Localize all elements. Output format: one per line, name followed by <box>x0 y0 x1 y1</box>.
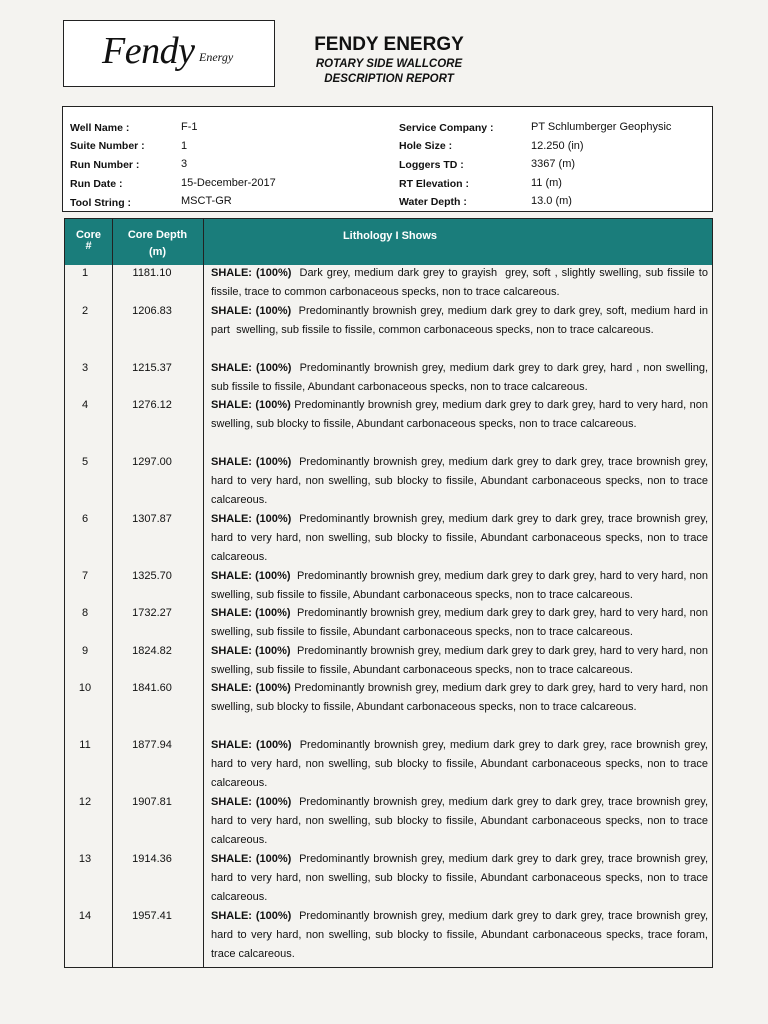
report-title-line1: ROTARY SIDE WALLCORE <box>315 58 463 70</box>
report-title-line2: DESCRIPTION REPORT <box>324 73 454 85</box>
lithology-type: SHALE: (100%) <box>211 910 292 922</box>
run-date-value: 15-December-2017 <box>181 177 276 189</box>
well-info-panel <box>62 106 713 212</box>
lithology-text: Predominantly brownish grey, medium dark grey to dark grey, hard to very hard, non swelling, sub fissile to fissile, Abundant carbonaceous specks, non to trace calcareous. <box>211 570 712 601</box>
well-name-label: Well Name : <box>70 122 130 134</box>
lithology-type: SHALE: (100%) <box>211 796 292 808</box>
core-depth: 1276.12 <box>132 399 172 411</box>
header-core <box>65 227 112 255</box>
lithology-description <box>211 510 712 567</box>
lithology-text: Predominantly brownish grey, medium dark grey to dark grey, trace brownish grey, hard to very hard, non swelling, sub blocky to fissile, Abundant carbonaceous specks, trace foram, trace calcareous. <box>211 910 712 960</box>
lithology-type: SHALE: (100%) <box>211 739 292 751</box>
lithology-type: SHALE: (100%) <box>211 570 291 582</box>
lithology-text: Predominantly brownish grey, medium dark grey to dark grey, hard to very hard, non swelling, sub fissile to fissile, Abundant carbonaceous specks, non to trace calcareous. <box>211 607 712 638</box>
water-depth-label: Water Depth : <box>399 196 467 208</box>
core-depth: 1824.82 <box>132 645 172 657</box>
core-number: 9 <box>81 645 89 657</box>
loggers-td-value: 3367 (m) <box>531 158 576 170</box>
core-number: 14 <box>78 910 92 922</box>
lithology-type: SHALE: (100%) <box>211 645 291 657</box>
lithology-type: SHALE: (100%) <box>211 399 291 411</box>
service-company-label: Service Company : <box>399 122 494 134</box>
core-depth: 1957.41 <box>132 910 172 922</box>
lithology-text: Predominantly brownish grey, medium dark grey to dark grey, hard , non swelling, sub fissile to fissile, Abundant carbonaceous specks, non to trace calcareous. <box>211 362 712 393</box>
core-depth: 1907.81 <box>132 796 172 808</box>
lithology-description <box>211 850 712 907</box>
run-date-label: Run Date : <box>70 178 123 190</box>
core-depth: 1732.27 <box>132 607 172 619</box>
hole-size-label: Hole Size : <box>399 140 453 152</box>
report-title <box>290 57 488 87</box>
lithology-type: SHALE: (100%) <box>211 513 292 525</box>
core-number: 10 <box>78 682 92 694</box>
rt-elevation-value: 11 (m) <box>531 177 562 189</box>
lithology-text: Predominantly brownish grey, medium dark grey to dark grey, hard to very hard, non swelling, sub blocky to fissile, Abundant carbonaceous specks, non to trace calcareous. <box>211 682 712 713</box>
lithology-description <box>211 679 712 717</box>
lithology-description <box>211 396 712 434</box>
rt-elevation-label: RT Elevation : <box>399 178 470 190</box>
core-depth: 1181.10 <box>132 267 172 279</box>
lithology-text: Predominantly brownish grey, medium dark grey to dark grey, soft, medium hard in part swelling, sub fissile to fissile, common carbonaceous specks, non to trace calcareous. <box>211 305 712 336</box>
lithology-text: Predominantly brownish grey, medium dark grey to dark grey, trace brownish grey, hard to very hard, non swelling, sub blocky to fissile, Abundant carbonaceous specks, non to trace calcareous. <box>211 456 712 506</box>
lithology-text: Dark grey, medium dark grey to grayish grey, soft , slightly swelling, sub fissile to fissile, trace to common carbonaceous specks, non to trace calcareous. <box>211 267 712 298</box>
core-number: 8 <box>81 607 89 619</box>
header-core-depth <box>112 227 203 261</box>
core-depth: 1841.60 <box>132 682 172 694</box>
header-core-line1: Core <box>75 229 102 241</box>
core-depth: 1206.83 <box>132 305 172 317</box>
lithology-type: SHALE: (100%) <box>211 682 291 694</box>
lithology-description <box>211 642 712 680</box>
suite-number-value: 1 <box>181 140 188 152</box>
lithology-text: Predominantly brownish grey, medium dark grey to dark grey, race brownish grey, hard to very hard, non swelling, sub blocky to fissile, Abundant carbonaceous specks, non to trace calcareous. <box>211 739 712 789</box>
run-number-value: 3 <box>181 158 188 170</box>
core-number: 7 <box>81 570 89 582</box>
core-number: 5 <box>81 456 89 468</box>
logo-subtext: Energy <box>199 50 234 64</box>
run-number-label: Run Number : <box>70 159 140 171</box>
lithology-type: SHALE: (100%) <box>211 853 292 865</box>
core-number: 6 <box>81 513 89 525</box>
lithology-description <box>211 604 712 642</box>
lithology-text: Predominantly brownish grey, medium dark grey to dark grey, trace brownish grey, hard to very hard, non swelling, sub blocky to fissile, Abundant carbonaceous specks, non to trace calcareous. <box>211 796 712 846</box>
lithology-description <box>211 567 712 605</box>
core-number: 2 <box>81 305 89 317</box>
header-lithology: Lithology I Shows <box>342 230 438 242</box>
well-name-value: F-1 <box>181 121 198 133</box>
lithology-type: SHALE: (100%) <box>211 267 292 279</box>
core-number: 11 <box>79 739 91 751</box>
lithology-description <box>211 453 712 510</box>
core-depth: 1325.70 <box>132 570 172 582</box>
core-depth: 1307.87 <box>132 513 172 525</box>
lithology-description <box>211 736 712 793</box>
core-number: 1 <box>81 267 89 279</box>
lithology-type: SHALE: (100%) <box>211 362 292 374</box>
lithology-description <box>211 907 712 964</box>
lithology-text: Predominantly brownish grey, medium dark grey to dark grey, hard to very hard, non swelling, sub blocky to fissile, Abundant carbonaceous specks, non to trace calcareous. <box>211 399 712 430</box>
lithology-text: Predominantly brownish grey, medium dark grey to dark grey, hard to very hard, non swelling, sub fissile to fissile, Abundant carbonaceous specks, non to trace calcareous. <box>211 645 712 676</box>
lithology-description <box>211 793 712 850</box>
tool-string-value: MSCT-GR <box>181 195 232 207</box>
core-depth: 1297.00 <box>132 456 172 468</box>
service-company-value: PT Schlumberger Geophysic <box>531 121 672 133</box>
column-divider <box>203 219 204 967</box>
core-description-table <box>64 218 713 968</box>
core-number: 13 <box>78 853 92 865</box>
table-header <box>65 219 712 265</box>
loggers-td-label: Loggers TD : <box>399 159 464 171</box>
lithology-text: Predominantly brownish grey, medium dark grey to dark grey, trace brownish grey, hard to very hard, non swelling, sub blocky to fissile, Abundant carbonaceous specks, non to trace calcareous. <box>211 513 712 563</box>
core-depth: 1215.37 <box>132 362 172 374</box>
core-number: 3 <box>81 362 89 374</box>
lithology-description <box>211 264 712 302</box>
water-depth-value: 13.0 (m) <box>531 195 572 207</box>
company-logo <box>63 20 275 87</box>
core-number: 12 <box>78 796 92 808</box>
header-depth-line2: (m) <box>148 246 167 258</box>
suite-number-label: Suite Number : <box>70 140 145 152</box>
lithology-description <box>211 302 712 340</box>
logo-wordmark: Fendy <box>102 30 195 72</box>
tool-string-label: Tool String : <box>70 197 132 209</box>
lithology-type: SHALE: (100%) <box>211 305 292 317</box>
header-depth-line1: Core Depth <box>127 229 188 241</box>
core-depth: 1914.36 <box>132 853 172 865</box>
company-name: FENDY ENERGY <box>314 34 464 55</box>
lithology-description <box>211 359 712 397</box>
lithology-type: SHALE: (100%) <box>211 456 292 468</box>
hole-size-value: 12.250 (in) <box>531 140 584 152</box>
core-depth: 1877.94 <box>132 739 172 751</box>
lithology-text: Predominantly brownish grey, medium dark grey to dark grey, trace brownish grey, hard to very hard, non swelling, sub blocky to fissile, Abundant carbonaceous specks, non to trace calcareous. <box>211 853 712 903</box>
core-number: 4 <box>81 399 89 411</box>
lithology-type: SHALE: (100%) <box>211 607 291 619</box>
header-core-line2: # <box>85 240 92 252</box>
